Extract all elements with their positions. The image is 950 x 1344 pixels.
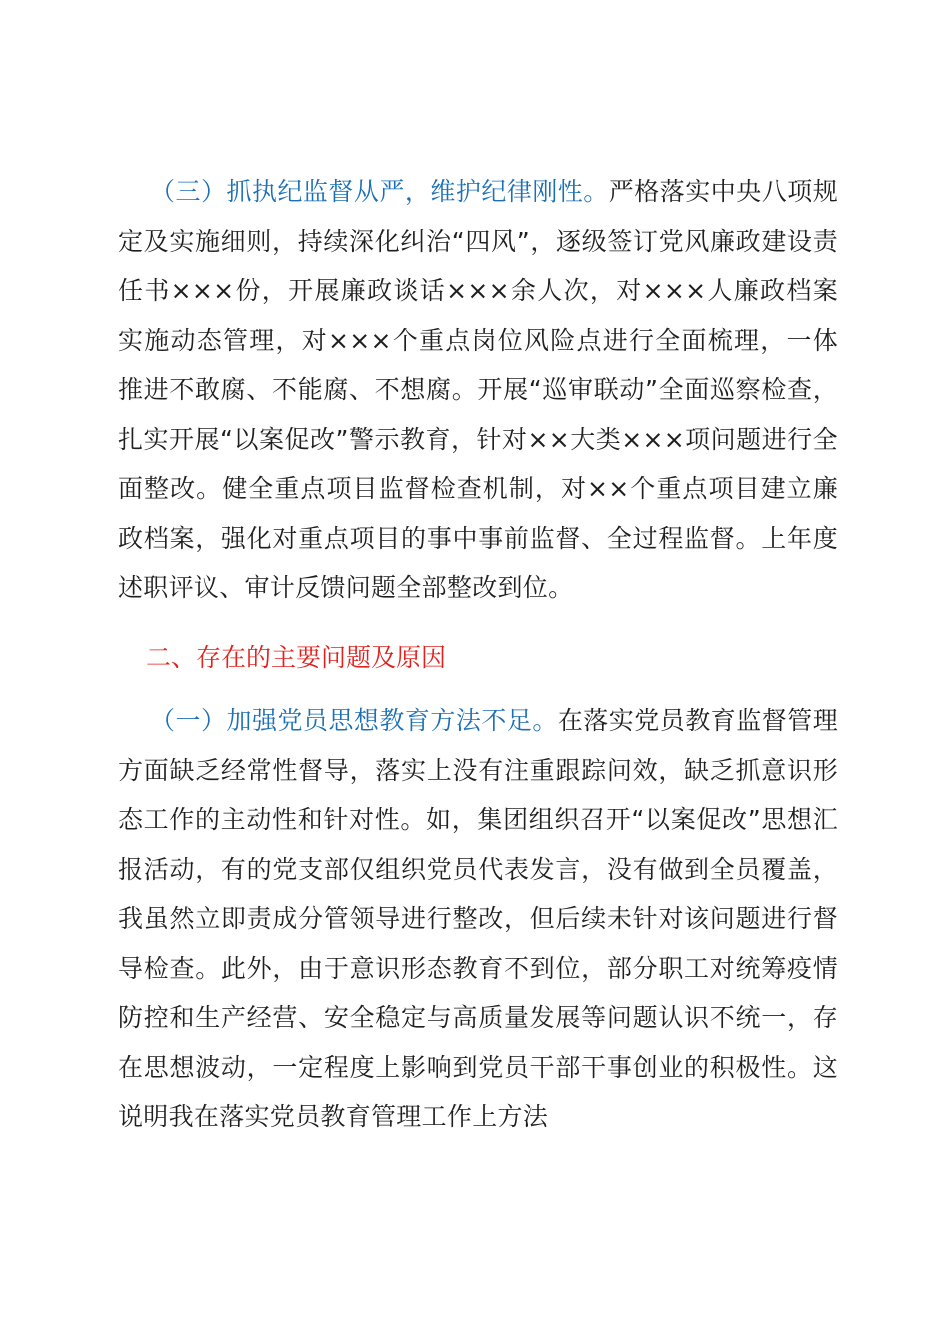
paragraph-discipline-supervision bbox=[118, 167, 838, 613]
section-heading-problems: 二、存在的主要问题及原因 bbox=[146, 642, 447, 672]
subsection-heading-1: （一）加强党员思想教育方法不足。 bbox=[150, 706, 558, 735]
paragraph-body-text: 严格落实中央八项规定及实施细则，持续深化纠治“四风”，逐级签订党风廉政建设责任书×××份，开展廉政谈话×××余人次，对×××人廉政档案实施动态管理，对×××个重点岗位风险点进行全面梳理，一体推进不敢腐、不能腐、不想腐。开展“巡审联动”全面巡察检查，扎实开展“以案促改”警示教育，针对××大类×××项问题进行全面整改。健全重点项目监督检查机制，对××个重点项目建立廉政档案，强化对重点项目的事中事前监督、全过程监督。上年度述职评议、审计反馈问题全部整改到位。 bbox=[118, 177, 839, 602]
document-content bbox=[118, 167, 838, 1142]
paragraph-body-text: 在落实党员教育监督管理方面缺乏经常性督导，落实上没有注重跟踪问效，缺乏抓意识形态工作的主动性和针对性。如，集团组织召开“以案促改”思想汇报活动，有的党支部仅组织党员代表发言，没有做到全员覆盖，我虽然立即责成分管领导进行整改，但后续未针对该问题进行督导检查。此外，由于意识形态教育不到位，部分职工对统筹疫情防控和生产经营、安全稳定与高质量发展等问题认识不统一，存在思想波动，一定程度上影响到党员干部干事创业的积极性。这说明我在落实党员教育管理工作上方法 bbox=[118, 706, 838, 1131]
paragraph-education-method bbox=[118, 696, 838, 1142]
subsection-heading-3: （三）抓执纪监督从严，维护纪律刚性。 bbox=[150, 177, 609, 206]
